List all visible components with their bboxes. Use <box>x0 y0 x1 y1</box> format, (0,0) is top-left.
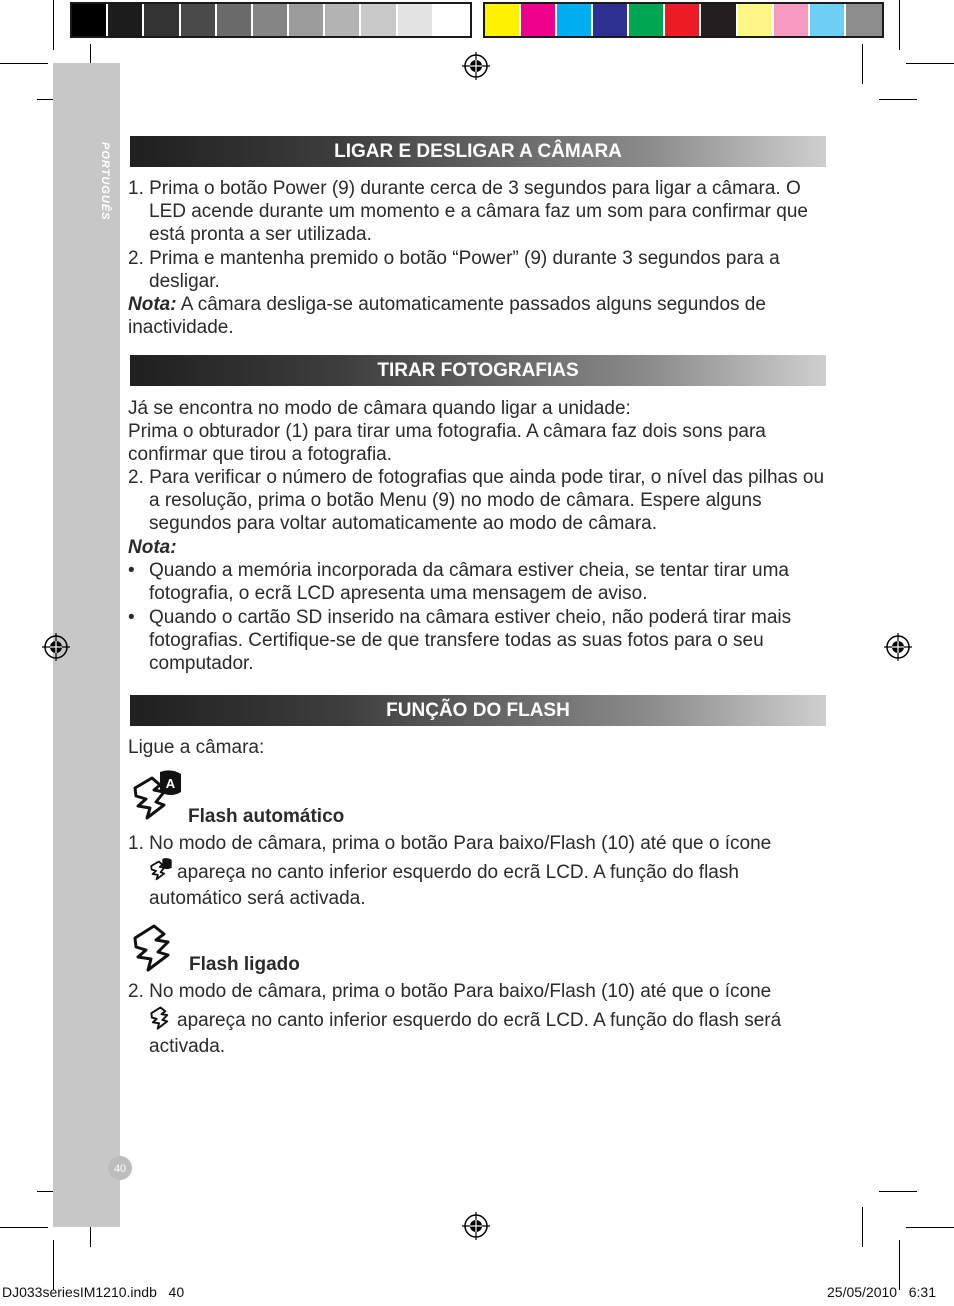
crop-mark <box>0 63 48 64</box>
crop-mark <box>0 1227 48 1228</box>
color-swatch <box>738 4 774 36</box>
flash-on-icon <box>130 922 180 974</box>
svg-text:A: A <box>165 776 176 791</box>
color-bar <box>483 2 884 38</box>
color-swatch <box>434 4 470 36</box>
flash-on-label: Flash ligado <box>189 954 300 975</box>
note-label: Nota: <box>128 294 177 315</box>
color-swatch <box>398 4 434 36</box>
section-heading: TIRAR FOTOGRAFIAS <box>130 355 826 386</box>
language-label: PORTUGUÊS <box>99 142 111 221</box>
section-heading: LIGAR E DESLIGAR A CÂMARA <box>130 136 826 167</box>
color-swatch <box>361 4 397 36</box>
bullet-item <box>128 559 828 605</box>
color-swatch <box>810 4 846 36</box>
paragraph: Ligue a câmara: <box>128 737 265 758</box>
color-swatch <box>665 4 701 36</box>
flash-on-icon <box>149 1005 173 1031</box>
paragraph: Já se encontra no modo de câmara quando ligar a unidade: <box>128 398 631 419</box>
registration-mark-icon <box>884 633 912 661</box>
note-paragraph <box>128 293 828 339</box>
bullet-marker: • <box>128 607 135 628</box>
crop-mark <box>862 1207 863 1247</box>
list-item-continued <box>149 857 809 912</box>
list-item: 2. No modo de câmara, prima o botão Para baixo/Flash (10) até que o ícone <box>128 981 772 1002</box>
section-heading: FUNÇÃO DO FLASH <box>130 695 826 726</box>
color-swatch <box>593 4 629 36</box>
bullet-marker: • <box>128 560 135 581</box>
crop-mark <box>906 63 954 64</box>
color-swatch <box>629 4 665 36</box>
color-swatch <box>289 4 325 36</box>
registration-mark-icon <box>462 52 490 80</box>
crop-mark <box>906 1227 954 1228</box>
list-item: 2. Prima e mantenha premido o botão “Power” (9) durante 3 segundos para a desligar. <box>128 248 780 292</box>
crop-mark <box>899 0 900 50</box>
color-swatch <box>253 4 289 36</box>
color-swatch <box>485 4 521 36</box>
color-swatch <box>108 4 144 36</box>
list-item: 2. Para verificar o número de fotografias que ainda pode tirar, o nível das pilhas ou a resolução, prima o botão Menu (9) no modo de câmara. Espere alguns segundos para voltar automaticamente ao modo de câmara. <box>128 467 825 534</box>
list-item-text: apareça no canto inferior esquerdo do ecrã LCD. A função do flash será activada. <box>149 1010 782 1057</box>
crop-mark <box>862 44 863 84</box>
bullet-item <box>128 606 828 675</box>
flash-auto-icon <box>149 857 173 883</box>
color-swatch <box>72 4 108 36</box>
crop-mark <box>899 1240 900 1290</box>
color-swatch <box>181 4 217 36</box>
footer-datetime: 25/05/2010 6:31 <box>827 1284 936 1300</box>
crop-mark <box>53 0 54 50</box>
crop-mark <box>879 99 917 100</box>
bullet-text: Quando a memória incorporada da câmara estiver cheia, se tentar tirar uma fotografia, o ecrã LCD apresenta uma mensagem de aviso. <box>149 560 789 604</box>
list-item-continued <box>149 1005 824 1060</box>
color-swatch <box>846 4 882 36</box>
note-label: Nota: <box>128 537 177 558</box>
color-swatch <box>701 4 737 36</box>
color-swatch <box>521 4 557 36</box>
list-item-text: apareça no canto inferior esquerdo do ecrã LCD. A função do flash automático será activada. <box>149 862 739 909</box>
footer-file: DJ033seriesIM1210.indb 40 <box>2 1284 185 1300</box>
flash-auto-icon <box>130 768 184 826</box>
grayscale-bar <box>70 2 472 38</box>
bullet-text: Quando o cartão SD inserido na câmara estiver cheio, não poderá tirar mais fotografias. Certifique-se de que transfere todas as suas fotos para o seu computador. <box>149 607 792 674</box>
flash-auto-label: Flash automático <box>188 806 345 827</box>
registration-mark-icon <box>42 633 70 661</box>
crop-mark <box>879 1191 917 1192</box>
color-swatch <box>325 4 361 36</box>
registration-mark-icon <box>462 1212 490 1240</box>
note-text: A câmara desliga-se automaticamente passados alguns segundos de inactividade. <box>128 294 766 338</box>
color-swatch <box>557 4 593 36</box>
paragraph: Prima o obturador (1) para tirar uma fotografia. A câmara faz dois sons para confirmar que tirou a fotografia. <box>128 421 766 465</box>
color-swatch <box>774 4 810 36</box>
color-swatch <box>217 4 253 36</box>
list-item: 1. Prima o botão Power (9) durante cerca de 3 segundos para ligar a câmara. O LED acende durante um momento e a câmara faz um som para confirmar que está pronta a ser utilizada. <box>128 178 808 245</box>
page-number: 40 <box>108 1156 132 1180</box>
list-item: 1. No modo de câmara, prima o botão Para baixo/Flash (10) até que o ícone <box>128 833 772 854</box>
color-swatch <box>144 4 180 36</box>
crop-mark <box>53 1240 54 1290</box>
